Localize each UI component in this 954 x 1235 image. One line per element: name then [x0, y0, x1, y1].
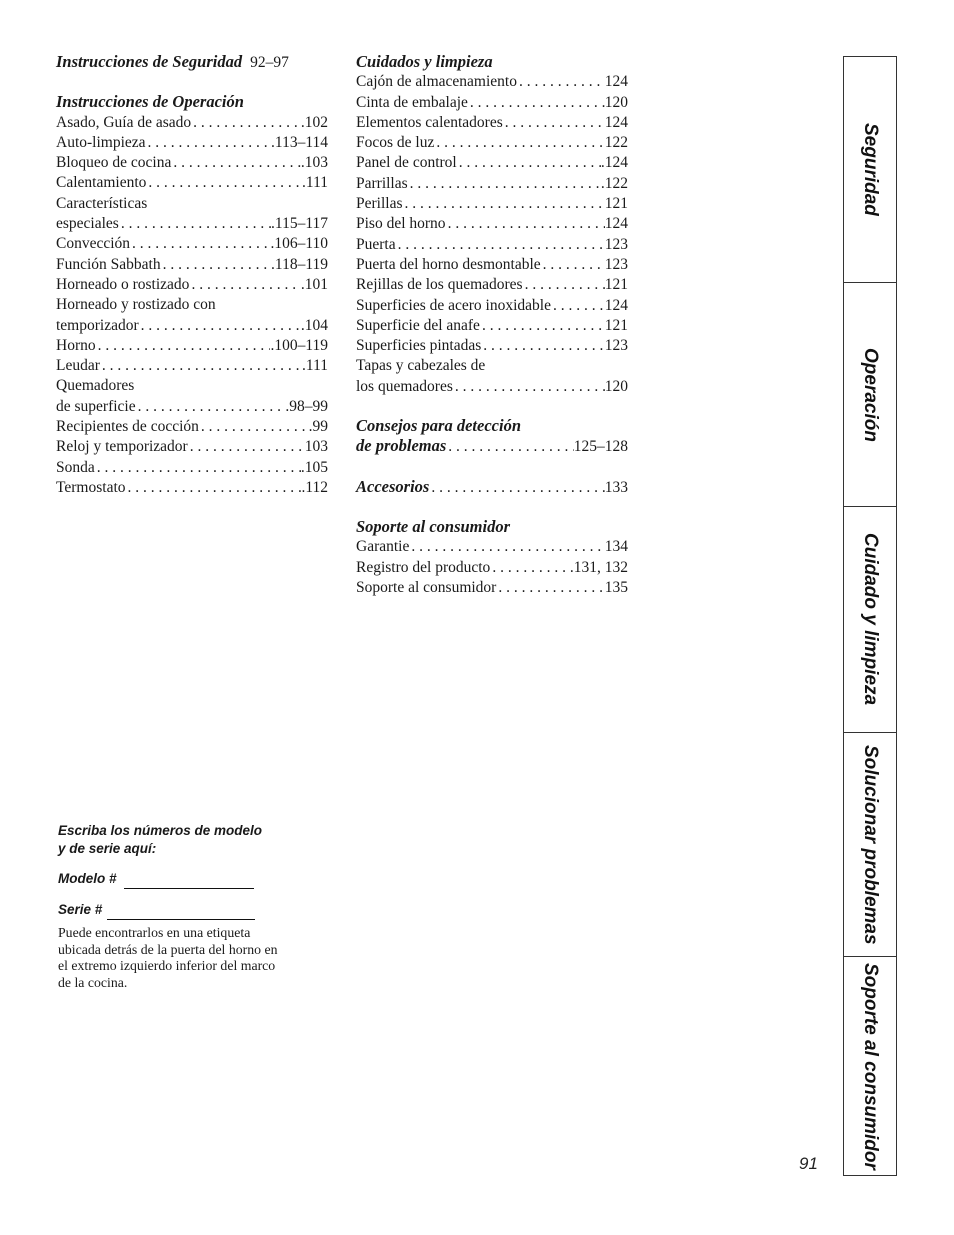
toc-entry-label: Perillas [356, 195, 403, 213]
tab-seguridad[interactable]: Seguridad [844, 57, 896, 283]
page-ref: .112 [301, 478, 328, 496]
toc-entry-label: Horneado o rostizado [56, 275, 190, 293]
toc-entry[interactable] [356, 275, 628, 295]
leader-dots [490, 558, 570, 578]
toc-entry-label: Bloqueo de cocina [56, 154, 172, 172]
toc-entry[interactable] [56, 458, 328, 478]
toc-entry[interactable] [356, 133, 628, 153]
leader-dots [199, 417, 309, 437]
toc-entry[interactable] [56, 214, 328, 234]
toc-entry[interactable] [356, 336, 628, 356]
leader-dots [191, 113, 301, 133]
toc-entry[interactable] [356, 153, 628, 173]
toc-entry[interactable] [56, 356, 328, 376]
toc-entry-label: Recipientes de cocción [56, 418, 199, 436]
toc-entry[interactable] [56, 255, 328, 275]
toc-entry-label: Asado, Guía de asado [56, 113, 192, 131]
leader-dots [446, 214, 605, 234]
page-ref: .131, 132 [569, 558, 628, 576]
leader-dots [496, 578, 604, 598]
toc-entry[interactable] [356, 72, 628, 92]
toc-entry-label: Rejillas de los quemadores [356, 276, 523, 294]
toc-entry[interactable] [356, 255, 628, 275]
toc-entry[interactable] [356, 214, 628, 234]
toc-entry[interactable] [356, 93, 628, 113]
toc-entry-line: Características [56, 194, 148, 212]
leader-dots [188, 437, 305, 457]
toc-entry-label: Leudar [56, 357, 100, 375]
notes-title-line-1: Escriba los números de modelo [58, 823, 263, 838]
page-ref: .113–114 [271, 133, 328, 151]
page-number: 91 [799, 1154, 818, 1173]
page-ref: 124 [604, 215, 628, 233]
page-ref: 103 [304, 438, 328, 456]
leader-dots [161, 255, 271, 275]
modelo-field[interactable] [58, 870, 288, 889]
page-ref: .122 [600, 174, 628, 192]
toc-entry-label: Horno [56, 336, 96, 354]
leader-dots [95, 458, 301, 478]
toc-entry[interactable] [356, 113, 628, 133]
leader-dots [146, 173, 302, 193]
leader-dots [408, 174, 601, 194]
page-ref: 92–97 [250, 54, 289, 71]
leader-dots [481, 336, 604, 356]
leader-dots [146, 133, 271, 153]
toc-entry-label: Cajón de almacenamiento [356, 73, 517, 91]
page-ref: 122 [604, 134, 628, 152]
toc-entry-label: Soporte al consumidor [356, 578, 497, 596]
toc-entry-label: Elementos calentadores [356, 113, 503, 131]
serie-label: Serie # [58, 902, 103, 917]
toc-entry-line: Tapas y cabezales de [356, 357, 486, 375]
leader-dots [403, 194, 605, 214]
toc-entry-label: Calentamiento [56, 174, 147, 192]
page-ref: .98–99 [285, 397, 328, 415]
toc-entry-label: Sonda [56, 458, 95, 476]
toc-heading-operacion[interactable]: Instrucciones de Operación [56, 92, 244, 112]
toc-entry-label: Auto-limpieza [56, 133, 146, 151]
page-ref: 123 [604, 235, 628, 253]
page-ref: 124 [604, 73, 628, 91]
toc-entry[interactable] [356, 537, 628, 557]
toc-entry[interactable] [356, 316, 628, 336]
leader-dots [457, 153, 601, 173]
toc-entry-label: Superficies pintadas [356, 337, 482, 355]
toc-heading-soporte[interactable]: Soporte al consumidor [356, 516, 511, 536]
toc-entry-label: temporizador [56, 316, 139, 334]
leader-dots [130, 234, 270, 254]
toc-entry[interactable] [356, 235, 628, 255]
page-ref: 121 [604, 276, 628, 294]
leader-dots [517, 72, 605, 92]
toc-entry[interactable] [56, 113, 328, 133]
leader-dots [503, 113, 605, 133]
toc-entry[interactable] [56, 336, 328, 356]
modelo-blank-line[interactable] [124, 870, 254, 889]
leader-dots [396, 235, 605, 255]
toc-heading-consejos[interactable]: Consejos para detección [356, 416, 521, 436]
tab-soporte-al-consumidor[interactable]: Soporte al consumidor [860, 962, 881, 1170]
toc-entry-label: Focos de luz [356, 134, 435, 152]
toc-heading-cuidados[interactable]: Cuidados y limpieza [356, 52, 493, 71]
leader-dots [434, 133, 604, 153]
page-ref: 135 [604, 578, 628, 596]
tab-cuidado-y-limpieza[interactable]: Cuidado y limpieza [844, 507, 896, 733]
leader-dots [189, 275, 300, 295]
toc-entry[interactable] [56, 437, 328, 457]
page-ref: .102 [300, 113, 328, 131]
serie-field[interactable] [58, 901, 288, 920]
toc-entry[interactable] [356, 194, 628, 214]
page-ref: 133 [604, 478, 628, 496]
leader-dots [139, 316, 301, 336]
leader-dots [480, 316, 605, 336]
toc-entry-consejos[interactable]: de problemas . . . 125–128 [356, 436, 628, 457]
toc-entry[interactable] [56, 133, 328, 153]
page-ref: .99 [308, 418, 328, 436]
toc-list-cuidados [356, 72, 628, 397]
page-ref: 125–128 [573, 438, 628, 456]
toc-entry[interactable] [56, 153, 328, 173]
toc-entry-label: especiales [56, 215, 119, 233]
toc-entry[interactable] [356, 558, 628, 578]
toc-entry[interactable] [56, 275, 328, 295]
model-serial-notes [58, 822, 288, 991]
modelo-label: Modelo # [58, 871, 117, 886]
page-ref: .115–117 [271, 215, 328, 233]
toc-entry[interactable] [56, 173, 328, 193]
leader-dots [468, 93, 605, 113]
serie-blank-line[interactable] [107, 901, 255, 920]
toc-entry-label: de superficie [56, 397, 136, 415]
toc-list-operacion [56, 113, 328, 499]
toc-entry-label: Parrillas [356, 174, 408, 192]
page-ref: .111 [302, 174, 328, 192]
toc-entry[interactable] [56, 234, 328, 254]
page-ref: 134 [604, 538, 628, 556]
toc-entry[interactable] [56, 417, 328, 437]
toc-entry-label: Convección [56, 235, 131, 253]
page-ref: .103 [300, 154, 328, 172]
page-ref: .100–119 [270, 336, 328, 354]
toc-column-left [56, 52, 328, 498]
leader-dots [453, 377, 605, 397]
leader-dots [136, 397, 286, 417]
toc-entry-label: Superficie del anafe [356, 316, 480, 334]
toc-heading-seguridad[interactable]: Instrucciones de Seguridad 92–97 [56, 52, 328, 73]
page-ref: 121 [604, 195, 628, 213]
toc-entry-label: Panel de control [356, 154, 457, 172]
page-ref: 123 [604, 255, 628, 273]
toc-entry[interactable] [356, 578, 628, 598]
page-ref: .104 [300, 316, 328, 334]
toc-entry-label: Función Sabbath [56, 255, 161, 273]
toc-entry[interactable] [56, 478, 328, 498]
toc-entry-label: Cinta de embalaje [356, 93, 468, 111]
leader-dots [171, 153, 301, 173]
toc-entry-line: Quemadores [56, 377, 135, 395]
leader-dots [523, 275, 605, 295]
toc-entry-label: Piso del horno [356, 215, 446, 233]
leader-dots [126, 478, 302, 498]
tab-operacion[interactable]: Operación [844, 283, 896, 507]
page-ref: .111 [302, 357, 328, 375]
page-ref: .105 [300, 458, 328, 476]
page-ref: 124 [604, 113, 628, 131]
leader-dots [409, 537, 604, 557]
toc-entry-label: Reloj y temporizador [56, 438, 188, 456]
toc-entry-label: Termostato [56, 478, 126, 496]
toc-entry-label: Puerta del horno desmontable [356, 255, 541, 273]
toc-list-soporte [356, 537, 628, 598]
toc-entry-label: los quemadores [356, 377, 453, 395]
toc-entry-label: Puerta [356, 235, 396, 253]
page-ref: .106–110 [270, 235, 328, 253]
page-ref: 121 [604, 316, 628, 334]
toc-column-right [356, 52, 628, 598]
toc-entry-line: Horneado y rostizado con [56, 296, 216, 314]
notes-title-line-2: y de serie aquí: [58, 841, 157, 856]
page-ref: 124 [604, 296, 628, 314]
toc-entry[interactable] [356, 174, 628, 194]
toc-entry[interactable] [56, 316, 328, 336]
page-ref: .124 [600, 154, 628, 172]
toc-entry-label: Garantie [356, 538, 410, 556]
leader-dots [100, 356, 302, 376]
page-ref: .118–119 [271, 255, 328, 273]
toc-entry-label: Superficies de acero inoxidable [356, 296, 551, 314]
toc-entry-label: Registro del producto [356, 558, 491, 576]
notes-body: Puede encontrarlos en una etiqueta ubicada detrás de la puerta del horno en el extremo izquierdo inferior del marco de la cocina. [58, 925, 278, 990]
page-ref: 123 [604, 337, 628, 355]
section-tabs [843, 56, 897, 1176]
leader-dots [541, 255, 605, 275]
page-ref: .101 [300, 275, 328, 293]
leader-dots [96, 336, 271, 356]
toc-entry[interactable] [56, 397, 328, 417]
toc-entry[interactable] [356, 377, 628, 397]
toc-entry-accesorios[interactable]: Accesorios . . . 133 [356, 477, 628, 498]
toc-entry[interactable] [356, 296, 628, 316]
page-ref: 120 [604, 93, 628, 111]
leader-dots [551, 296, 605, 316]
tab-solucionar-problemas[interactable]: Solucionar problemas [844, 733, 896, 957]
page-ref: 120 [604, 377, 628, 395]
leader-dots [119, 214, 271, 234]
